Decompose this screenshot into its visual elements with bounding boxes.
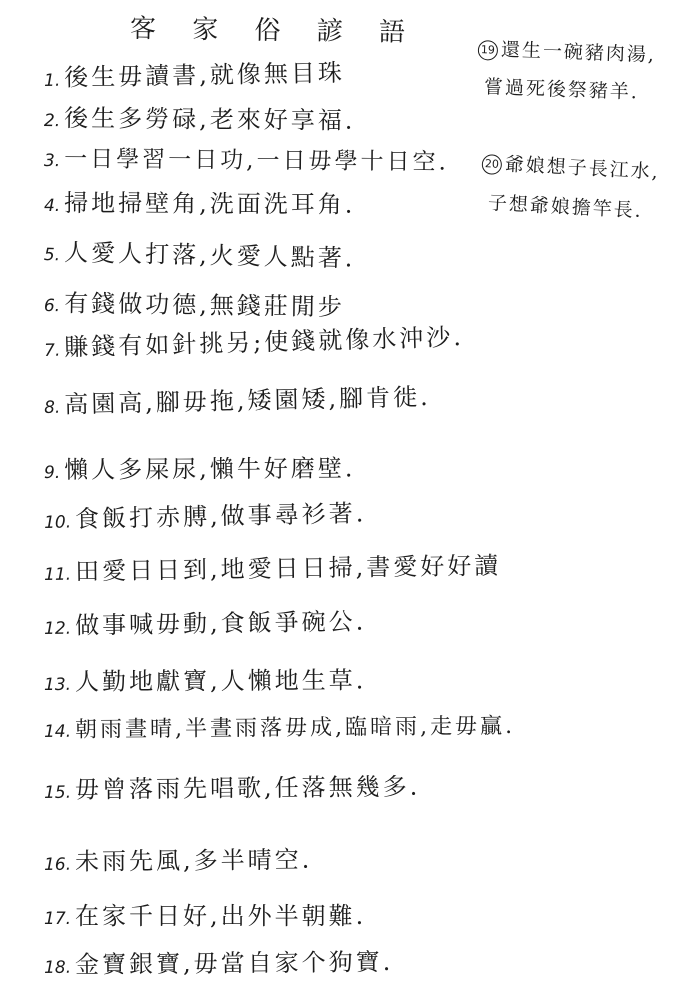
note-19-text-1: 還生一碗豬肉湯,	[500, 38, 657, 67]
note-19-line-2	[484, 72, 640, 104]
saying-number: 4.	[43, 196, 61, 217]
saying-text: 賺錢有如針挑另;使錢就像水沖沙.	[63, 323, 465, 362]
saying-item	[44, 602, 367, 641]
saying-text: 有錢做功德,無錢莊閒步	[64, 289, 346, 322]
note-19-line-1	[478, 34, 657, 67]
saying-number: 12.	[43, 618, 72, 639]
saying-text: 未雨先風,多半晴空.	[74, 845, 313, 876]
saying-number: 16.	[43, 854, 72, 875]
saying-number: 2.	[43, 111, 61, 132]
saying-item	[44, 546, 502, 587]
saying-item	[44, 232, 356, 274]
saying-number: 18.	[43, 957, 72, 978]
saying-text: 毋曾落雨先唱歌,任落無幾多.	[74, 772, 421, 804]
saying-item	[44, 896, 366, 931]
note-20-text-2: 子想爺娘擔竿長.	[487, 192, 644, 223]
saying-text: 田愛日日到,地愛日日掃,書愛好好讀	[74, 551, 502, 586]
saying-text: 懶人多屎尿,懶牛好磨壁.	[64, 454, 356, 484]
note-20-number: 20	[481, 154, 502, 175]
note-20-line-2	[487, 188, 643, 223]
saying-item	[44, 283, 345, 322]
saying-item	[44, 317, 465, 363]
saying-text: 食飯打赤膊,做事尋衫著.	[74, 499, 367, 534]
saying-item	[44, 448, 356, 485]
saying-item	[44, 840, 313, 877]
saying-item	[44, 98, 356, 136]
saying-item	[44, 660, 366, 697]
saying-text: 人愛人打落,火愛人點著.	[63, 238, 356, 273]
saying-number: 6.	[43, 296, 61, 317]
saying-number: 5.	[43, 245, 61, 266]
saying-item	[44, 767, 421, 805]
saying-text: 人勤地獻寶,人懶地生草.	[74, 666, 367, 696]
saying-text: 做事喊毋動,食飯爭碗公.	[74, 607, 367, 640]
saying-text: 一日學習一日功,一日毋學十日空.	[64, 146, 449, 176]
saying-text: 後生毋讀書,就像無目珠	[64, 58, 346, 92]
note-19-text-2: 嘗過死後祭豬羊.	[483, 76, 640, 104]
saying-item	[44, 709, 515, 744]
saying-text: 後生多勞碌,老來好享福.	[64, 104, 356, 135]
saying-number: 3.	[43, 151, 61, 172]
saying-number: 7.	[43, 340, 61, 361]
saying-number: 15.	[43, 782, 72, 803]
saying-item	[44, 140, 449, 177]
saying-item	[44, 183, 356, 220]
saying-number: 13.	[43, 674, 72, 695]
saying-text: 金寶銀寶,毋當自家个狗寶.	[74, 947, 394, 979]
saying-item	[44, 493, 367, 535]
saying-number: 17.	[44, 909, 72, 929]
saying-text: 高園高,腳毋拖,矮園矮,腳肯徙.	[63, 382, 432, 419]
note-19-number: 19	[478, 40, 499, 61]
saying-text: 掃地掃壁角,洗面洗耳角.	[64, 189, 356, 219]
note-20-text-1: 爺娘想子長江水,	[504, 153, 661, 184]
saying-number: 11.	[43, 564, 72, 585]
saying-text: 在家千日好,出外半朝難.	[75, 902, 367, 930]
saying-number: 10.	[43, 512, 72, 533]
page-title: 客 家 俗 諺 語	[129, 13, 420, 49]
saying-item	[44, 53, 345, 93]
saying-text: 朝雨晝晴,半晝雨落毋成,臨暗雨,走毋贏.	[74, 713, 516, 743]
saying-item	[44, 942, 394, 980]
saying-item	[44, 377, 431, 420]
saying-number: 14.	[43, 721, 72, 742]
saying-number: 1.	[43, 70, 61, 91]
saying-number: 9.	[43, 462, 61, 483]
note-20-line-1	[481, 148, 660, 184]
saying-number: 8.	[43, 397, 61, 418]
